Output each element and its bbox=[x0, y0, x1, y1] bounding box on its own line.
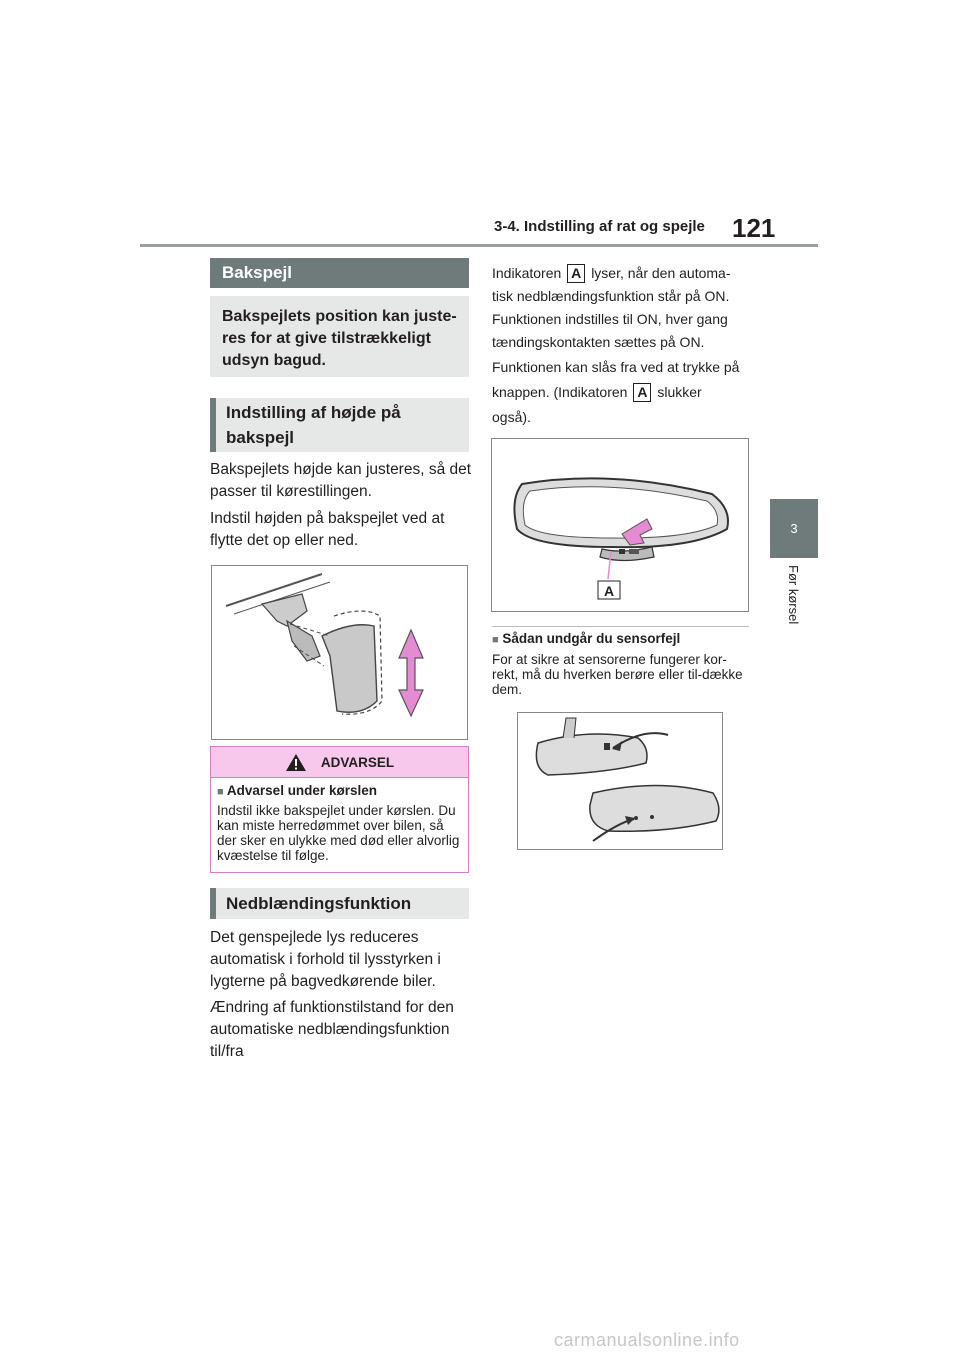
warning-header bbox=[211, 747, 468, 778]
chapter-label: Før kørsel bbox=[786, 565, 801, 625]
watermark: carmanualsonline.info bbox=[554, 1330, 740, 1350]
switch-off-paragraph bbox=[492, 355, 762, 430]
sensor-text: For at sikre at sensorerne fungerer kor-rekt, må du hverken berøre eller til-dække dem. bbox=[492, 652, 743, 697]
height-heading: Indstilling af højde på bakspejl bbox=[210, 398, 469, 452]
sub-divider bbox=[492, 626, 749, 627]
mirror-indicator-illustration bbox=[492, 439, 748, 611]
sensors-illustration bbox=[518, 713, 722, 849]
section-title: 3-4. Indstilling af rat og spejle bbox=[494, 218, 705, 235]
warning-text: Indstil ikke bakspejlet under kørslen. Du kan miste herredømmet over bilen, så der sker en ulykke med død eller alvorlig kvæstelse til følge. bbox=[217, 803, 460, 863]
dimming-paragraph-1: Det genspejlede lys reduceres automatisk i forhold til lysstyrken i lygterne på bagvedkørende biler. bbox=[210, 929, 441, 990]
chapter-number: 3 bbox=[790, 521, 798, 536]
dimming-heading: Nedblændingsfunktion bbox=[210, 888, 469, 919]
figure-mirror-height bbox=[211, 565, 468, 740]
square-bullet-icon: ■ bbox=[217, 786, 224, 798]
text-function-on: Funktionen indstilles til ON, hver gang bbox=[492, 311, 728, 327]
warning-icon bbox=[285, 753, 307, 772]
warning-subtitle: Advarsel under kørslen bbox=[226, 783, 377, 798]
text-on: tisk nedblændingsfunktion står på ON. bbox=[492, 288, 730, 304]
header-rule bbox=[140, 244, 818, 247]
warning-title: ADVARSEL bbox=[320, 754, 395, 770]
warning-box bbox=[210, 746, 469, 873]
text-indicator: Indikatoren bbox=[492, 265, 562, 281]
page-number: 121 bbox=[732, 213, 776, 243]
dimming-paragraph-2: Ændring af funktionstilstand for den automatiske nedblændingsfunktion til/fra bbox=[210, 999, 454, 1060]
height-paragraph-2: Indstil højden på bakspejlet ved at flytte det op eller ned. bbox=[210, 510, 445, 549]
label-a-box: A bbox=[567, 264, 585, 283]
warning-subtitle-row bbox=[217, 782, 462, 801]
text-turns-off: slukker bbox=[657, 384, 702, 400]
sensor-heading-row bbox=[492, 631, 752, 648]
intro-box: Bakspejlets position kan juste-res for at give tilstrækkeligt udsyn bagud. bbox=[210, 296, 469, 377]
label-a-box-2: A bbox=[633, 383, 651, 402]
text-button: knappen. (Indikatoren bbox=[492, 384, 628, 400]
chapter-tab[interactable] bbox=[770, 499, 818, 558]
figure-label-a: A bbox=[603, 583, 615, 599]
text-also: også). bbox=[492, 409, 531, 425]
height-paragraph-1: Bakspejlets højde kan justeres, så det passer til kørestillingen. bbox=[210, 461, 472, 500]
main-heading: Bakspejl bbox=[210, 258, 469, 288]
indicator-paragraph bbox=[492, 262, 762, 354]
text-switch-off: Funktionen kan slås fra ved at trykke på bbox=[492, 359, 740, 375]
sensor-heading: Sådan undgår du sensorfejl bbox=[502, 631, 681, 646]
figure-mirror-indicator bbox=[491, 438, 749, 612]
text-ignition: tændingskontakten sættes på ON. bbox=[492, 334, 705, 350]
text-lights: lyser, når den automa- bbox=[591, 265, 731, 281]
mirror-height-illustration bbox=[212, 566, 467, 739]
square-bullet-icon: ■ bbox=[492, 634, 499, 646]
figure-sensors bbox=[517, 712, 723, 850]
